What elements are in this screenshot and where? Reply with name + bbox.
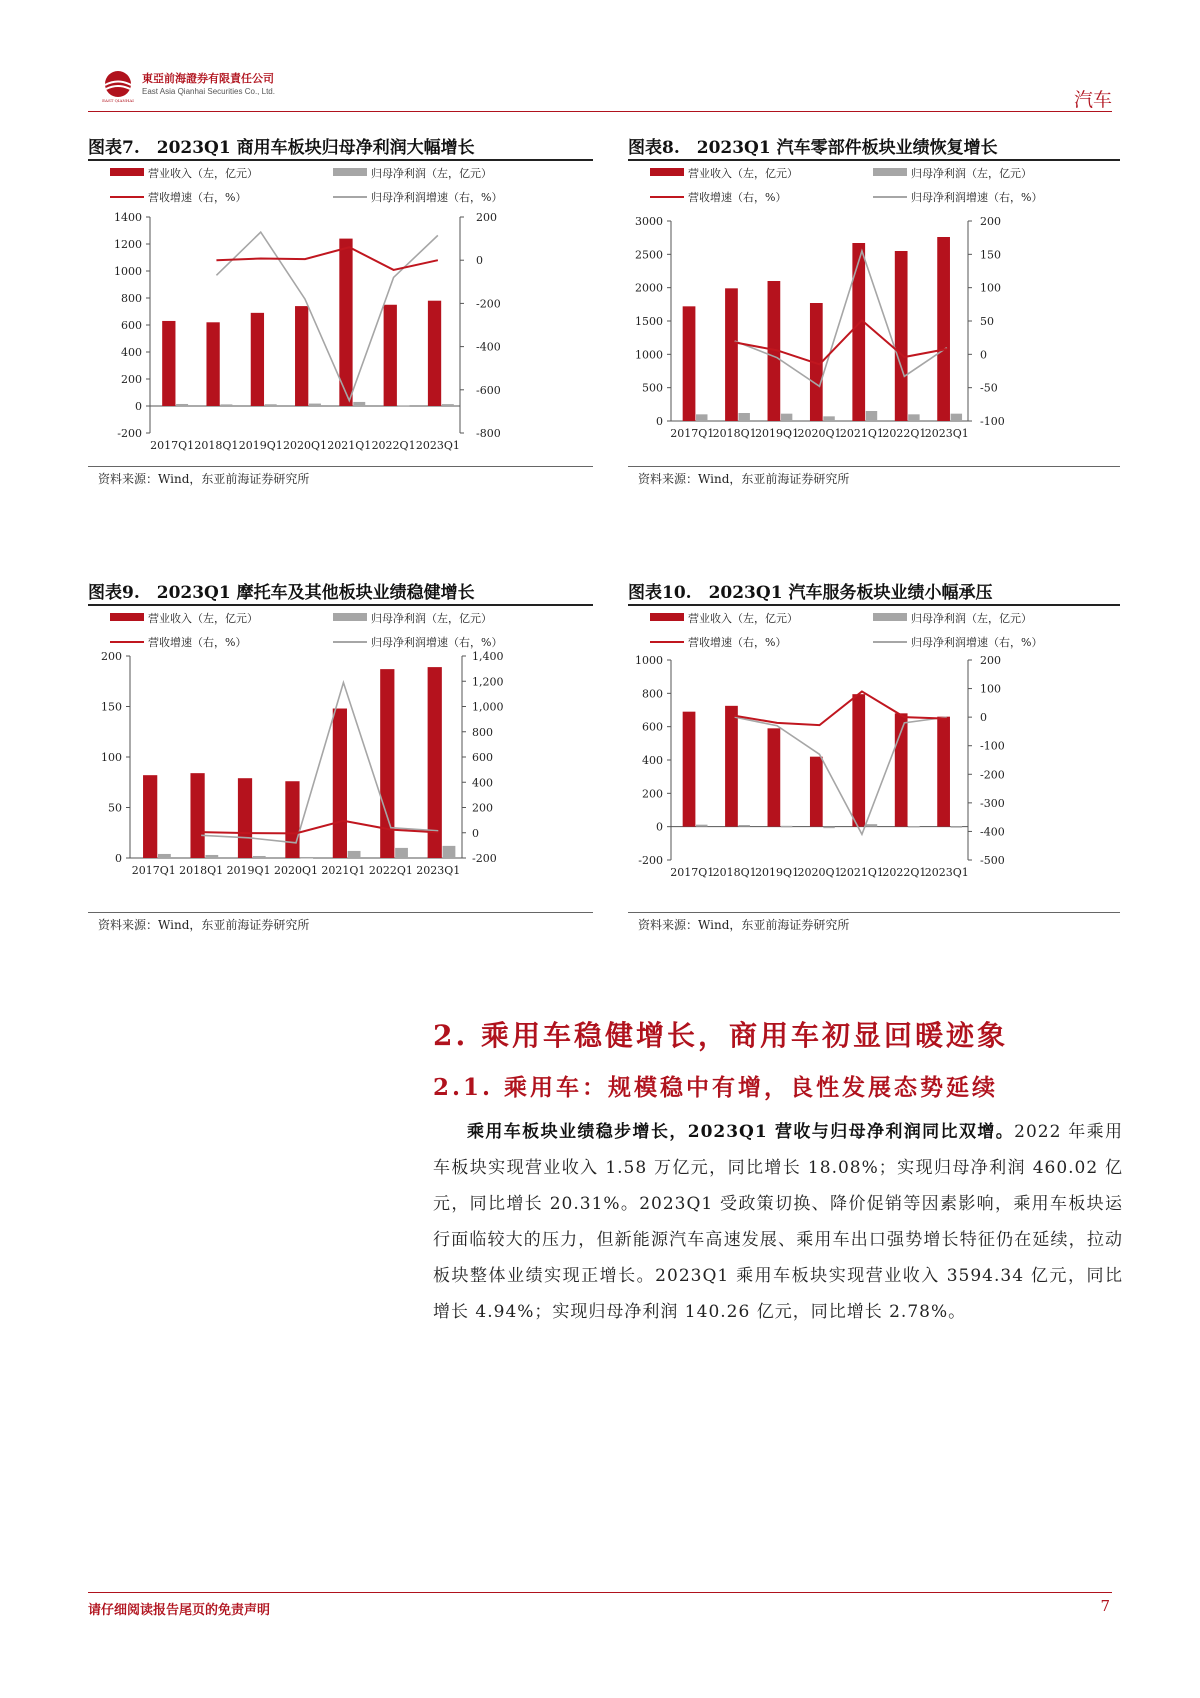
legend-label: 营业收入（左，亿元） (688, 612, 798, 625)
x-tick-label: 2021Q1 (321, 864, 366, 877)
profit-growth-line (735, 717, 947, 834)
net-profit-bar (951, 414, 962, 421)
chart-bottom-rule (628, 466, 1120, 467)
net-profit-bar (866, 824, 877, 827)
x-tick-label: 2022Q1 (882, 866, 927, 879)
legend-label: 营收增速（右，%） (688, 191, 787, 204)
left-tick-label: -200 (117, 427, 142, 440)
legend-swatch (873, 168, 907, 176)
legend-label: 营收增速（右，%） (688, 636, 787, 649)
net-profit-bar (300, 857, 313, 859)
chart-source: 资料来源：Wind，东亚前海证券研究所 (98, 918, 310, 932)
left-tick-label: 50 (108, 801, 122, 815)
x-tick-label: 2022Q1 (371, 439, 416, 452)
chart-title: 图表9. 2023Q1 摩托车及其他板块业绩稳健增长 (88, 583, 475, 603)
right-tick-label: 200 (476, 211, 497, 224)
legend-label: 营收增速（右，%） (148, 191, 247, 204)
legend-label: 营业收入（左，亿元） (148, 612, 258, 625)
x-tick-label: 2018Q1 (179, 864, 224, 877)
right-tick-label: 0 (472, 826, 479, 840)
revenue-bar (251, 313, 264, 406)
net-profit-bar (395, 848, 408, 858)
legend-label: 归母净利润增速（右，%） (911, 636, 1043, 649)
legend-swatch (333, 613, 367, 621)
chart-bottom-rule (88, 912, 593, 913)
right-tick-label: 50 (980, 315, 994, 328)
left-tick-label: 400 (121, 346, 142, 359)
legend-label: 营业收入（左，亿元） (688, 167, 798, 180)
revenue-bar (285, 781, 299, 858)
revenue-growth-line (201, 821, 438, 834)
x-tick-label: 2019Q1 (238, 439, 283, 452)
right-tick-label: -400 (980, 825, 1005, 839)
revenue-bar (725, 706, 738, 827)
net-profit-bar (265, 404, 277, 406)
x-tick-label: 2017Q1 (670, 427, 715, 440)
revenue-bar (852, 694, 865, 826)
left-tick-label: 600 (642, 720, 663, 734)
company-name-en: East Asia Qianhai Securities Co., Ltd. (142, 87, 275, 96)
footer-disclaimer: 请仔细阅读报告尾页的免责声明 (88, 1603, 271, 1618)
legend-label: 归母净利润（左，亿元） (371, 612, 492, 625)
left-tick-label: 1000 (635, 348, 663, 362)
net-profit-bar (443, 846, 456, 858)
x-tick-label: 2021Q1 (839, 866, 884, 879)
x-tick-label: 2021Q1 (839, 427, 884, 440)
left-tick-label: 2000 (635, 281, 663, 295)
legend-label: 营业收入（左，亿元） (148, 167, 258, 180)
net-profit-bar (158, 854, 171, 858)
x-tick-label: 2023Q1 (415, 439, 460, 452)
x-tick-label: 2023Q1 (416, 864, 461, 877)
net-profit-bar (866, 411, 877, 421)
legend-label: 归母净利润（左，亿元） (911, 612, 1032, 625)
net-profit-bar (353, 402, 365, 406)
right-tick-label: -800 (476, 427, 501, 440)
revenue-bar (768, 728, 781, 826)
right-tick-label: 100 (980, 682, 1001, 696)
chart-bottom-rule (88, 466, 593, 467)
right-tick-label: 1,200 (472, 675, 504, 689)
right-tick-label: -600 (476, 383, 501, 397)
right-tick-label: -200 (476, 297, 501, 311)
revenue-bar (937, 237, 950, 421)
left-tick-label: 200 (101, 650, 122, 663)
company-name-cn: 東亞前海證券有限責任公司 (142, 72, 274, 85)
right-tick-label: 1,000 (472, 700, 504, 714)
legend-label: 归母净利润增速（右，%） (371, 636, 503, 649)
net-profit-bar (253, 856, 266, 858)
legend-swatch (873, 613, 907, 621)
right-tick-label: -50 (980, 381, 998, 395)
net-profit-bar (908, 414, 919, 421)
legend-swatch (110, 613, 144, 621)
left-tick-label: 200 (642, 787, 663, 801)
section-heading: 2. 乘用车稳健增长，商用车初显回暖迹象 (433, 1019, 1008, 1052)
right-tick-label: -100 (980, 415, 1005, 428)
x-tick-label: 2020Q1 (273, 864, 319, 877)
left-tick-label: 0 (656, 415, 663, 428)
revenue-growth-line (735, 320, 947, 364)
right-tick-label: 400 (472, 776, 493, 790)
right-tick-label: 200 (980, 215, 1001, 228)
chart-title: 图表7. 2023Q1 商用车板块归母净利润大幅增长 (88, 138, 475, 158)
left-tick-label: 2500 (635, 248, 663, 262)
net-profit-bar (951, 826, 962, 828)
left-tick-label: 3000 (635, 215, 663, 228)
x-tick-label: 2023Q1 (924, 866, 969, 879)
right-tick-label: -500 (980, 854, 1005, 867)
revenue-bar (143, 775, 157, 858)
page-number: 7 (1100, 1597, 1110, 1615)
paragraph-body: 2022 年乘用车板块实现营业收入 1.58 万亿元，同比增长 18.08%；实现归母净利润 460.02 亿元，同比增长 20.31%。2023Q1 受政策切换、降价促销等因素影响，乘用车板块运行面临较大的压力，但新能源汽车高速发展、乘用车出口强势增长特征仍在延续，拉动板块整体业绩实现正增长。2023Q1 乘用车板块实现营业收入 3594.34 亿元，同比增长 4.94%；实现归母净利润 140.26 亿元，同比增长 2.78%。 (433, 1122, 1123, 1322)
profit-growth-line (201, 683, 438, 843)
left-tick-label: 800 (121, 292, 142, 305)
x-tick-label: 2022Q1 (882, 427, 927, 440)
net-profit-bar (781, 826, 792, 828)
revenue-growth-line (735, 691, 947, 725)
revenue-bar (428, 301, 441, 406)
revenue-bar (162, 321, 175, 406)
chart-source: 资料来源：Wind，东亚前海证券研究所 (98, 472, 310, 486)
right-tick-label: 200 (472, 801, 493, 815)
chart-9 (88, 578, 593, 973)
legend-label: 营收增速（右，%） (148, 636, 247, 649)
revenue-bar (428, 667, 442, 858)
legend-swatch (650, 168, 684, 176)
x-tick-label: 2023Q1 (924, 427, 969, 440)
profit-growth-line (216, 232, 437, 400)
chart-bottom-rule (628, 912, 1120, 913)
revenue-bar (384, 305, 397, 406)
right-tick-label: 150 (980, 248, 1001, 262)
right-tick-label: 0 (476, 254, 483, 268)
right-tick-label: -200 (472, 852, 497, 865)
left-tick-label: 200 (121, 373, 142, 386)
right-tick-label: 600 (472, 751, 493, 764)
x-tick-label: 2019Q1 (755, 427, 800, 440)
legend-swatch (650, 613, 684, 621)
legend-label: 归母净利润增速（右，%） (371, 191, 503, 204)
x-tick-label: 2017Q1 (670, 866, 715, 879)
net-profit-bar (220, 404, 232, 406)
legend-swatch (110, 168, 144, 176)
chart-plot (628, 163, 1120, 463)
left-tick-label: 500 (642, 381, 663, 395)
right-tick-label: -100 (980, 739, 1005, 753)
left-tick-label: 600 (121, 319, 142, 332)
net-profit-bar (205, 855, 218, 858)
chart-7 (88, 133, 593, 528)
legend-label: 归母净利润（左，亿元） (371, 167, 492, 180)
left-tick-label: 400 (642, 754, 663, 767)
net-profit-bar (738, 413, 749, 421)
x-tick-label: 2022Q1 (368, 864, 413, 877)
revenue-bar (683, 306, 696, 421)
left-tick-label: 150 (101, 700, 122, 714)
net-profit-bar (348, 851, 361, 858)
revenue-bar (895, 251, 908, 421)
legend-label: 归母净利润增速（右，%） (911, 191, 1043, 204)
right-tick-label: 0 (980, 348, 987, 362)
chart-10 (628, 578, 1120, 973)
revenue-bar (190, 773, 204, 858)
x-tick-label: 2017Q1 (131, 864, 176, 877)
company-logo-icon (100, 68, 136, 104)
paragraph-lead: 乘用车板块业绩稳步增长，2023Q1 营收与归母净利润同比双增。 (467, 1122, 1015, 1142)
profit-growth-line (735, 251, 947, 386)
left-tick-label: 800 (642, 687, 663, 701)
footer-divider (88, 1592, 1112, 1593)
x-tick-label: 2017Q1 (150, 439, 195, 452)
revenue-bar (725, 288, 738, 421)
chart-title-rule (628, 159, 1120, 161)
sector-label: 汽车 (1073, 89, 1112, 111)
left-tick-label: -200 (638, 854, 663, 867)
left-tick-label: 100 (101, 751, 122, 764)
right-tick-label: -200 (980, 768, 1005, 782)
net-profit-bar (908, 826, 919, 828)
left-tick-label: 1000 (635, 654, 663, 667)
x-tick-label: 2021Q1 (327, 439, 372, 452)
x-tick-label: 2019Q1 (755, 866, 800, 879)
body-paragraph (433, 1114, 1123, 1330)
right-tick-label: -400 (476, 340, 501, 354)
x-tick-label: 2018Q1 (194, 439, 239, 452)
revenue-bar (852, 243, 865, 421)
left-tick-label: 1200 (114, 238, 142, 251)
legend-swatch (333, 168, 367, 176)
chart-title-rule (88, 604, 593, 606)
chart-plot (88, 608, 593, 908)
net-profit-bar (823, 416, 834, 421)
net-profit-bar (823, 827, 834, 829)
chart-plot (88, 163, 593, 463)
x-tick-label: 2018Q1 (712, 427, 757, 440)
net-profit-bar (398, 405, 410, 407)
revenue-bar (333, 709, 347, 858)
chart-title: 图表8. 2023Q1 汽车零部件板块业绩恢复增长 (628, 138, 998, 158)
header-divider (88, 111, 1112, 112)
net-profit-bar (738, 825, 749, 827)
left-tick-label: 1400 (114, 211, 142, 224)
chart-source: 资料来源：Wind，东亚前海证券研究所 (638, 918, 850, 932)
subsection-heading: 2.1. 乘用车：规模稳中有增，良性发展态势延续 (433, 1074, 999, 1101)
logo-text: EAST QIANHAI (102, 98, 134, 103)
right-tick-label: 200 (980, 654, 1001, 667)
chart-8 (628, 133, 1120, 528)
right-tick-label: 0 (980, 711, 987, 725)
chart-plot (628, 608, 1120, 908)
left-tick-label: 1000 (114, 265, 142, 278)
legend-label: 归母净利润（左，亿元） (911, 167, 1032, 180)
revenue-growth-line (216, 247, 437, 270)
net-profit-bar (696, 825, 707, 827)
x-tick-label: 2020Q1 (797, 427, 842, 440)
right-tick-label: -300 (980, 796, 1005, 810)
revenue-bar (295, 306, 308, 406)
revenue-bar (683, 712, 696, 827)
left-tick-label: 1500 (635, 315, 663, 328)
chart-source: 资料来源：Wind，东亚前海证券研究所 (638, 472, 850, 486)
net-profit-bar (176, 404, 188, 406)
right-tick-label: 800 (472, 725, 493, 739)
right-tick-label: 100 (980, 281, 1001, 295)
revenue-bar (810, 757, 823, 827)
left-tick-label: 0 (656, 820, 663, 834)
revenue-bar (206, 322, 219, 406)
x-tick-label: 2018Q1 (712, 866, 757, 879)
left-tick-label: 0 (135, 400, 142, 413)
chart-title-rule (88, 159, 593, 161)
chart-title-rule (628, 604, 1120, 606)
net-profit-bar (309, 404, 321, 406)
left-tick-label: 0 (115, 852, 122, 865)
net-profit-bar (442, 404, 454, 406)
net-profit-bar (781, 414, 792, 421)
right-tick-label: 1,400 (472, 650, 504, 663)
revenue-bar (238, 778, 252, 858)
x-tick-label: 2020Q1 (282, 439, 328, 452)
x-tick-label: 2020Q1 (797, 866, 842, 879)
net-profit-bar (696, 414, 707, 421)
chart-title: 图表10. 2023Q1 汽车服务板块业绩小幅承压 (628, 583, 993, 603)
x-tick-label: 2019Q1 (226, 864, 271, 877)
revenue-bar (937, 717, 950, 827)
